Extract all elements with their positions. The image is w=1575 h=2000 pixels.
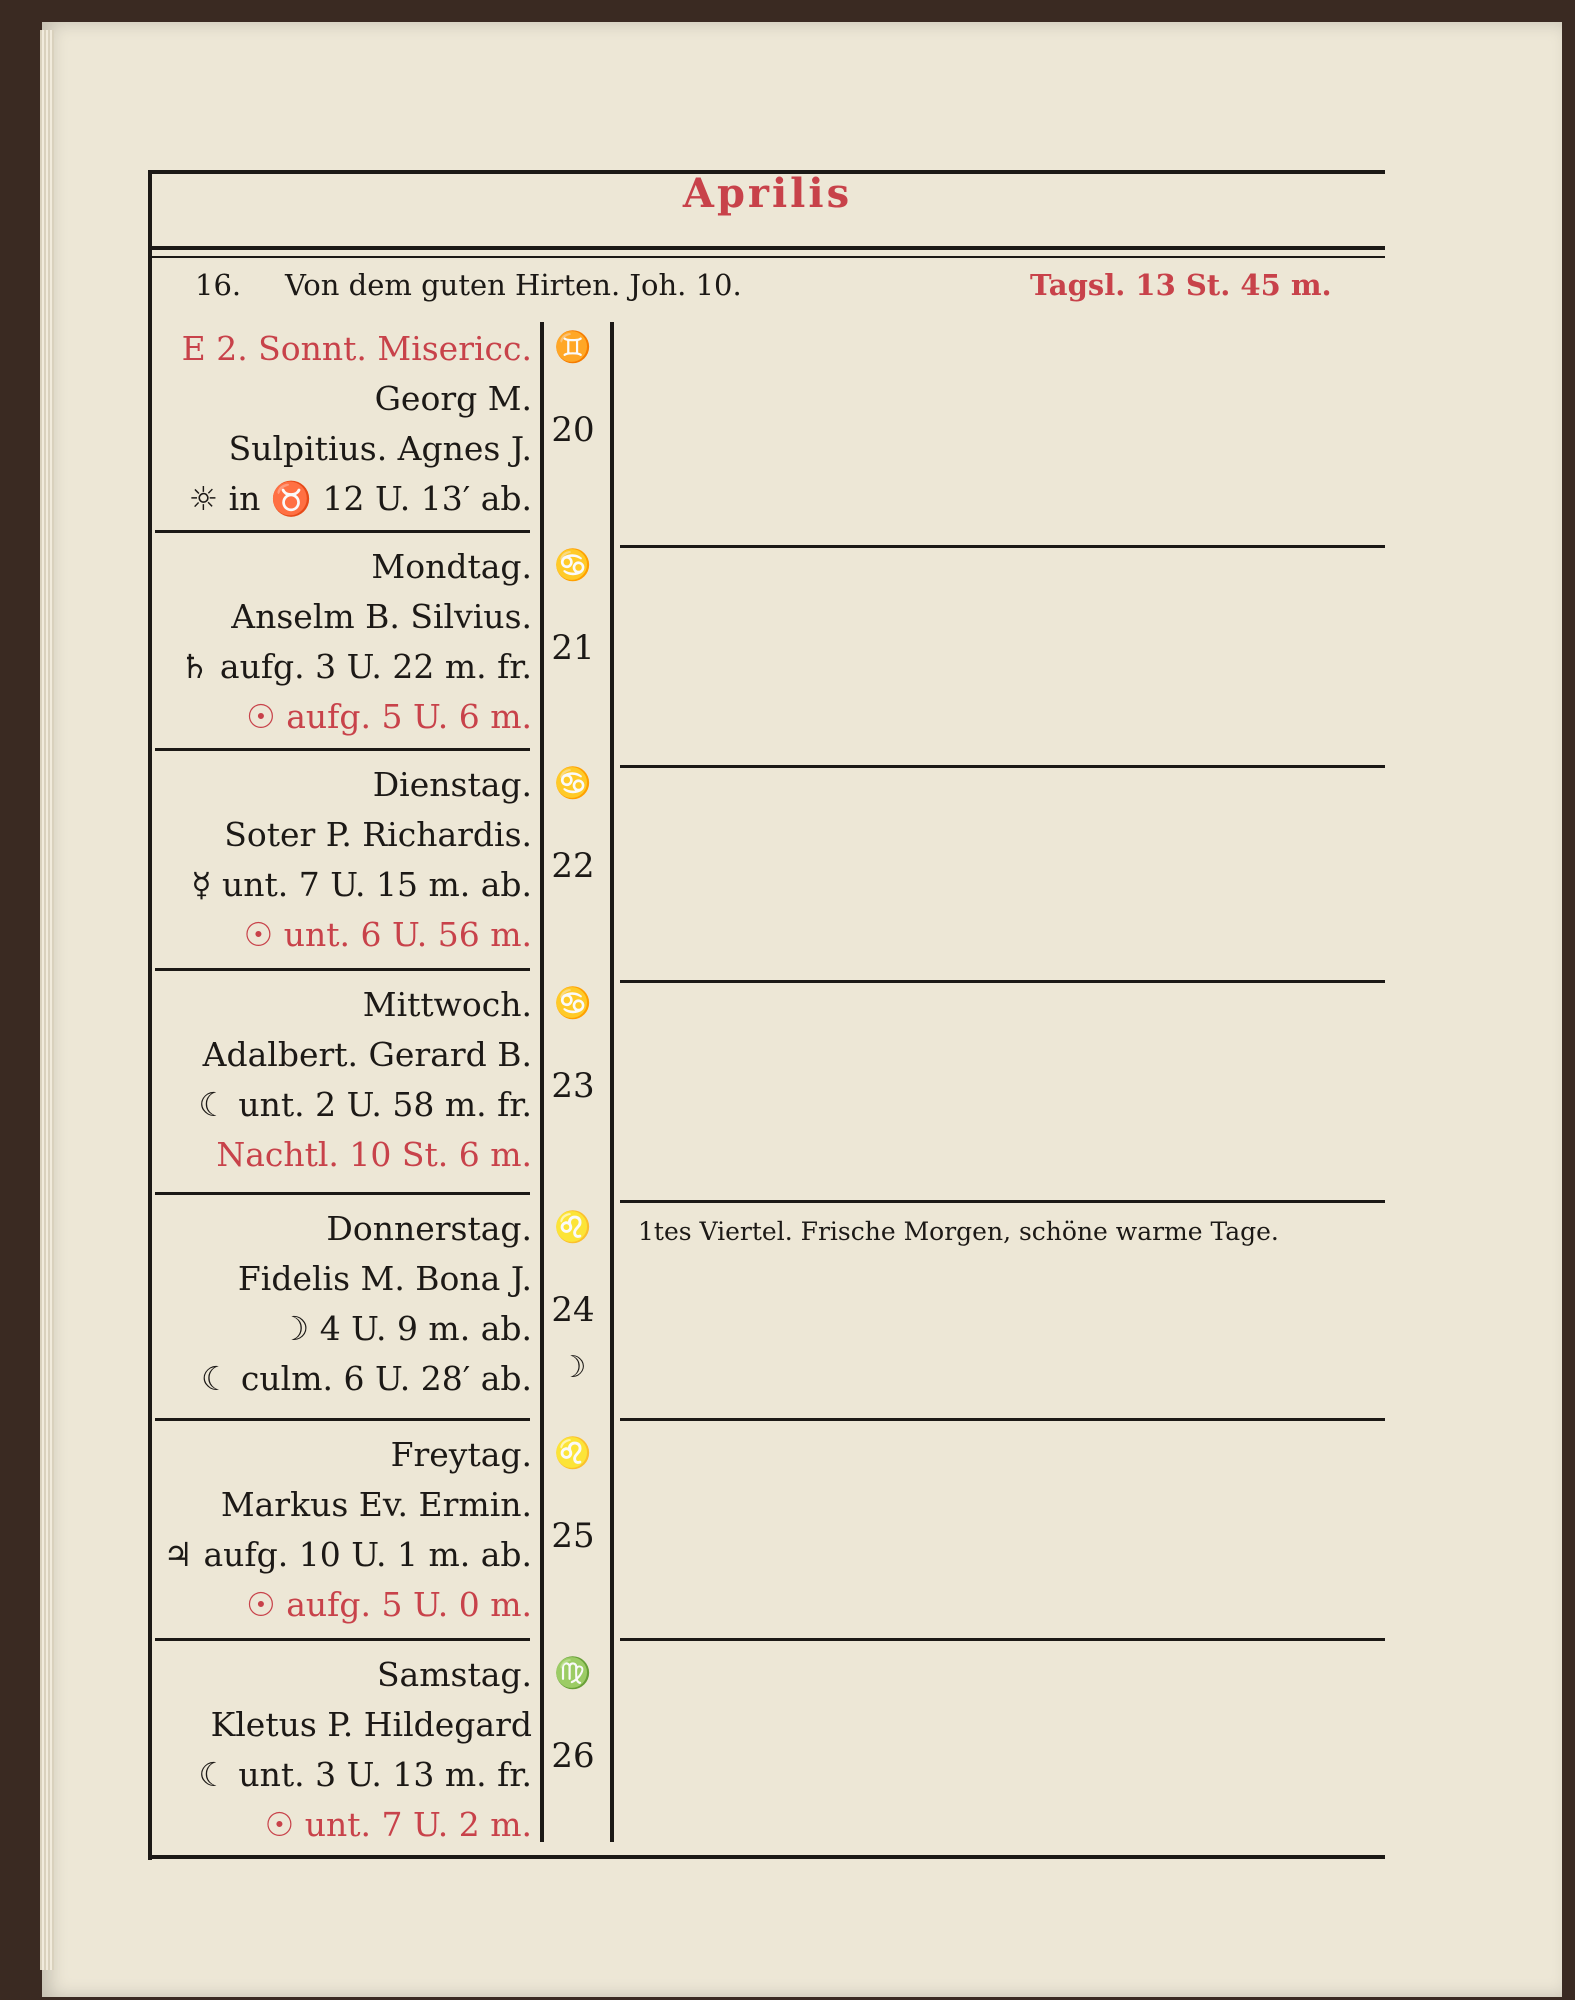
row-divider [620,1200,1385,1203]
day-line: ☾ unt. 2 U. 58 m. fr. [198,1085,532,1124]
day-entry [150,542,532,742]
day-line: Nachtl. 10 St. 6 m. [216,1135,532,1174]
sunday-number: 16. [195,268,242,302]
month-title: Aprilis [682,170,853,217]
day-entry [150,1650,532,1850]
day-line: Georg M. [374,379,532,418]
day-name: Donnerstag. [326,1209,532,1248]
day-line: ♃ aufg. 10 U. 1 m. ab. [163,1535,532,1574]
day-line: Anselm B. Silvius. [231,597,532,636]
day-name: Dienstag. [372,765,532,804]
zodiac-sign-icon: ♌ [554,1436,592,1471]
moon-phase-icon: ☽ [559,1350,587,1385]
row-divider [155,530,530,533]
day-of-month: 25 [551,1516,595,1556]
day-line: ☉ unt. 7 U. 2 m. [264,1805,532,1844]
day-line: ☉ aufg. 5 U. 6 m. [246,697,532,736]
day-line: ☿ unt. 7 U. 15 m. ab. [191,865,532,904]
zodiac-sign-icon: ♊ [554,330,592,365]
zodiac-sign-icon: ♋ [554,986,592,1021]
bottom-rule [150,1855,1385,1859]
day-name: Mondtag. [371,547,532,586]
day-entry [150,1204,532,1404]
column-divider-right [610,322,614,1842]
row-divider [620,980,1385,983]
row-divider [620,545,1385,548]
day-entry [150,324,532,524]
row-divider [155,1638,530,1641]
day-of-month: 20 [551,410,595,450]
day-name: Mittwoch. [362,985,532,1024]
day-entry [150,980,532,1180]
day-name: Samstag. [376,1655,532,1694]
row-divider [155,968,530,971]
day-line: Kletus P. Hildegard [210,1705,532,1744]
day-of-month: 23 [551,1066,595,1106]
day-line: Sulpitius. Agnes J. [228,429,532,468]
day-line: ☽ 4 U. 9 m. ab. [279,1309,532,1348]
day-entry [150,1430,532,1630]
title-rule [150,246,1385,250]
day-of-month: 21 [551,628,595,668]
row-divider [155,1418,530,1421]
day-length: Tagsl. 13 St. 45 m. [1030,268,1332,302]
day-line: ☼ in ♉ 12 U. 13′ ab. [188,479,532,518]
day-line: Adalbert. Gerard B. [202,1035,532,1074]
zodiac-sign-icon: ♋ [554,766,592,801]
row-divider [620,1418,1385,1421]
day-of-month: 24 [551,1290,595,1330]
day-entry [150,760,532,960]
day-of-month: 22 [551,846,595,886]
day-line: ☉ aufg. 5 U. 0 m. [246,1585,532,1624]
day-line: ☾ unt. 3 U. 13 m. fr. [198,1755,532,1794]
row-divider [620,765,1385,768]
day-line: Soter P. Richardis. [224,815,532,854]
zodiac-sign-icon: ♋ [554,548,592,583]
day-line: ☉ unt. 6 U. 56 m. [243,915,532,954]
day-name: E 2. Sonnt. Misericc. [181,329,532,368]
day-of-month: 26 [551,1736,595,1776]
gospel-reference: Von dem guten Hirten. Joh. 10. [285,268,742,302]
zodiac-sign-icon: ♌ [554,1210,592,1245]
row-divider [620,1638,1385,1641]
day-line: ☾ culm. 6 U. 28′ ab. [200,1359,532,1398]
weather-note: 1tes Viertel. Frische Morgen, schöne warme Tage. [638,1217,1279,1246]
day-line: Markus Ev. Ermin. [220,1485,532,1524]
day-line: Fidelis M. Bona J. [237,1259,532,1298]
row-divider [155,1192,530,1195]
day-line: ♄ aufg. 3 U. 22 m. fr. [179,647,532,686]
row-divider [155,748,530,751]
title-rule-thin [150,256,1385,258]
day-name: Freytag. [390,1435,532,1474]
zodiac-sign-icon: ♍ [554,1656,592,1691]
